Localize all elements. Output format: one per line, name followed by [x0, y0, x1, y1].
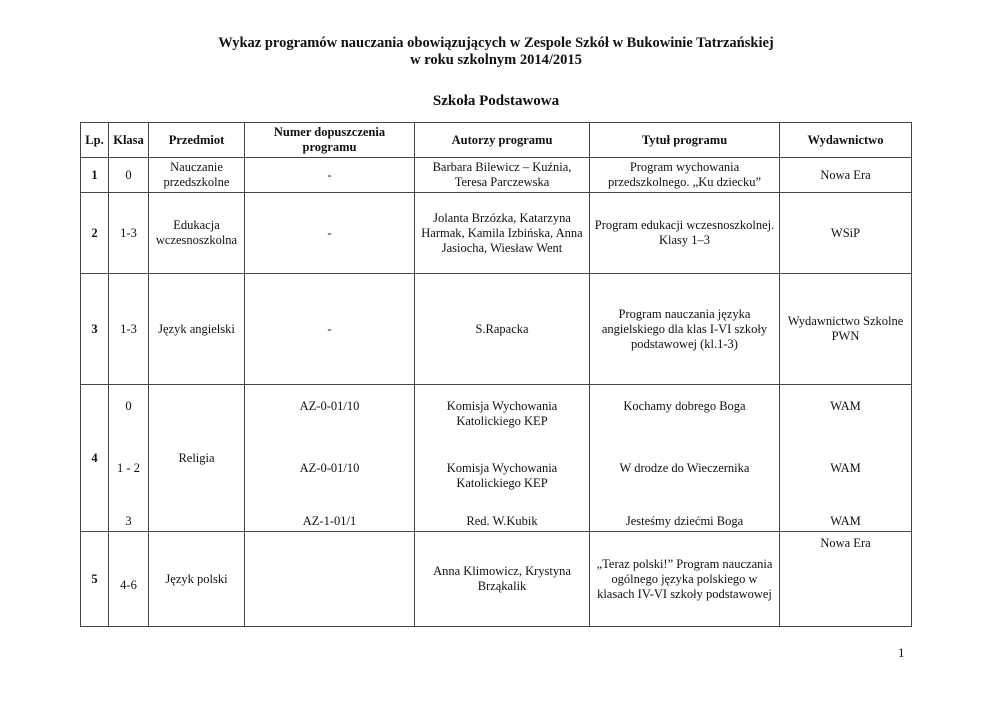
- cell-lp: 3: [81, 274, 109, 385]
- cell-tytul: Program edukacji wczesnoszkolnej. Klasy 1–3: [590, 193, 780, 274]
- cell-przedmiot: Język polski: [149, 532, 245, 627]
- cell-tytul: Jesteśmy dziećmi Boga: [590, 511, 780, 532]
- header-wydawnictwo: Wydawnictwo: [780, 123, 912, 158]
- cell-numer: AZ-0-01/10: [245, 447, 415, 511]
- cell-wydawnictwo: Wydawnictwo Szkolne PWN: [780, 274, 912, 385]
- cell-klasa: 3: [109, 511, 149, 532]
- cell-wydawnictwo: WSiP: [780, 193, 912, 274]
- cell-numer: -: [245, 193, 415, 274]
- cell-klasa: 1-3: [109, 193, 149, 274]
- header-numer: Numer dopuszczenia programu: [245, 123, 415, 158]
- cell-lp: 5: [81, 532, 109, 627]
- section-heading: Szkoła Podstawowa: [432, 93, 560, 109]
- cell-wydawnictwo: Nowa Era: [780, 532, 912, 627]
- cell-wydawnictwo: WAM: [780, 511, 912, 532]
- table-row: [81, 274, 912, 385]
- cell-klasa: 1 - 2: [109, 447, 149, 511]
- cell-tytul: „Teraz polski!” Program nauczania ogólnego języka polskiego w klasach IV-VI szkoły podstawowej: [590, 532, 780, 627]
- cell-tytul: W drodze do Wieczernika: [590, 447, 780, 511]
- cell-numer: AZ-1-01/1: [245, 511, 415, 532]
- cell-lp: 2: [81, 193, 109, 274]
- cell-autorzy: Barbara Bilewicz – Kuźnia, Teresa Parczewska: [415, 158, 590, 193]
- table-row: [81, 193, 912, 274]
- cell-lp: 4: [81, 385, 109, 532]
- cell-tytul: Kochamy dobrego Boga: [590, 385, 780, 448]
- cell-klasa: 1-3: [109, 274, 149, 385]
- cell-tytul: Program wychowania przedszkolnego. „Ku dziecku”: [590, 158, 780, 193]
- cell-lp: 1: [81, 158, 109, 193]
- cell-numer: -: [245, 274, 415, 385]
- cell-autorzy: Red. W.Kubik: [415, 511, 590, 532]
- cell-wydawnictwo: WAM: [780, 385, 912, 448]
- table-header-row: [81, 123, 912, 158]
- cell-przedmiot: Nauczanie przedszkolne: [149, 158, 245, 193]
- cell-autorzy: Anna Klimowicz, Krystyna Brząkalik: [415, 532, 590, 627]
- document-title: Wykaz programów nauczania obowiązujących w Zespole Szkół w Bukowinie Tatrzańskiej: [218, 35, 774, 51]
- cell-przedmiot: Edukacja wczesnoszkolna: [149, 193, 245, 274]
- cell-klasa: 0: [109, 385, 149, 448]
- document-subtitle: w roku szkolnym 2014/2015: [410, 52, 582, 68]
- header-przedmiot: Przedmiot: [149, 123, 245, 158]
- cell-autorzy: Komisja Wychowania Katolickiego KEP: [415, 447, 590, 511]
- cell-autorzy: Komisja Wychowania Katolickiego KEP: [415, 385, 590, 448]
- table-row: [81, 385, 912, 448]
- cell-numer: -: [245, 158, 415, 193]
- page-number: 1: [898, 645, 905, 660]
- table-row: [81, 158, 912, 193]
- header-lp: Lp.: [81, 123, 109, 158]
- programs-table: [80, 122, 912, 627]
- header-autorzy: Autorzy programu: [415, 123, 590, 158]
- cell-wydawnictwo: Nowa Era: [780, 158, 912, 193]
- cell-tytul: Program nauczania języka angielskiego dla klas I-VI szkoły podstawowej (kl.1-3): [590, 274, 780, 385]
- cell-autorzy: Jolanta Brzózka, Katarzyna Harmak, Kamila Izbińska, Anna Jasiocha, Wiesław Went: [415, 193, 590, 274]
- cell-autorzy: S.Rapacka: [415, 274, 590, 385]
- header-klasa: Klasa: [109, 123, 149, 158]
- header-tytul: Tytuł programu: [590, 123, 780, 158]
- cell-klasa: 4-6: [109, 532, 149, 627]
- cell-numer: AZ-0-01/10: [245, 385, 415, 448]
- cell-numer: [245, 532, 415, 627]
- cell-przedmiot: Język angielski: [149, 274, 245, 385]
- table-row: [81, 532, 912, 627]
- cell-wydawnictwo: WAM: [780, 447, 912, 511]
- cell-klasa: 0: [109, 158, 149, 193]
- cell-przedmiot: Religia: [149, 385, 245, 532]
